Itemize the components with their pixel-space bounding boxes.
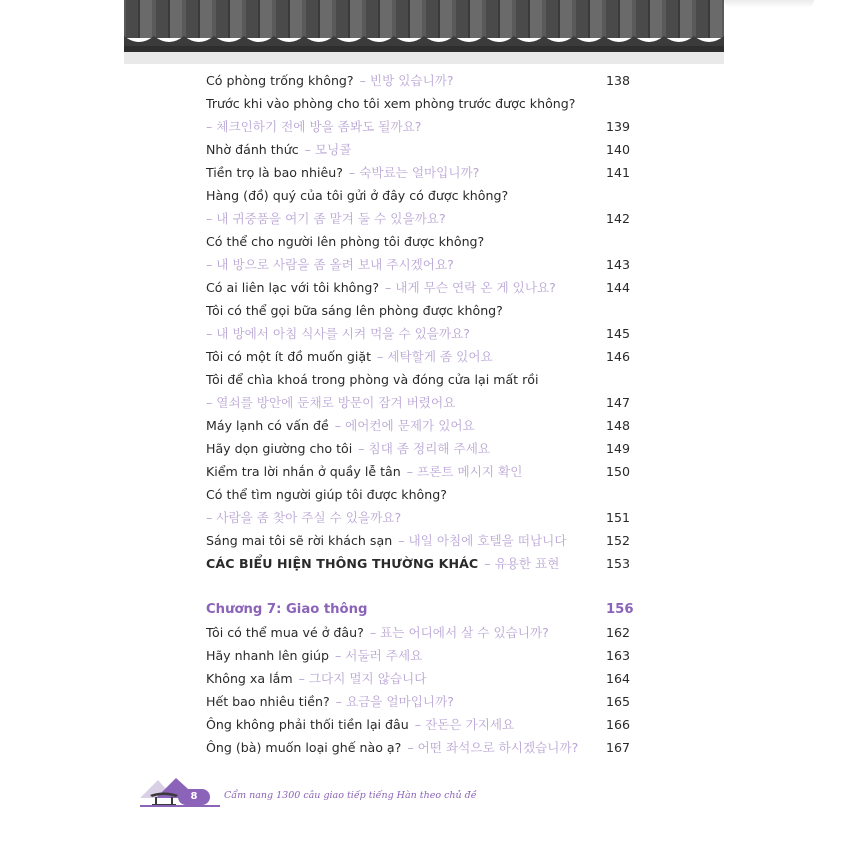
entry-vietnamese: Tôi để chìa khoá trong phòng và đóng cửa lại mất rồi — [206, 372, 539, 387]
entry-vietnamese: Có phòng trống không? — [206, 73, 354, 88]
heading-vietnamese: CÁC BIỂU HIỆN THÔNG THƯỜNG KHÁC — [206, 556, 479, 571]
entry-vietnamese: Không xa lắm — [206, 671, 293, 686]
entry-vietnamese: Hàng (đồ) quý của tôi gửi ở đây có được không? — [206, 188, 509, 203]
entry-vietnamese: Ông không phải thối tiền lại đâu — [206, 717, 409, 732]
entry-vietnamese: Nhờ đánh thức — [206, 142, 299, 157]
toc-entry: Kiểm tra lời nhắn ở quầy lễ tân – 프론트 메시지 확인 150 — [206, 460, 630, 483]
entry-korean: 프론트 메시지 확인 — [417, 464, 523, 479]
toc-entry: – 내 방으로 사람을 좀 올려 보내 주시겠어요? 143 — [206, 253, 630, 276]
entry-page-number: 165 — [606, 694, 631, 709]
entry-page-number: 164 — [606, 671, 631, 686]
toc-entry — [206, 299, 630, 322]
toc-entry: Hãy nhanh lên giúp – 서둘러 주세요 163 — [206, 644, 630, 667]
entry-vietnamese: Tôi có thể mua vé ở đâu? — [206, 625, 364, 640]
entry-korean: 체크인하기 전에 방을 좀봐도 될까요? — [216, 119, 422, 134]
entry-page-number: 162 — [606, 625, 631, 640]
toc-entry: Không xa lắm – 그다지 멀지 않습니다 164 — [206, 667, 630, 690]
entry-vietnamese: Hãy nhanh lên giúp — [206, 648, 329, 663]
entry-vietnamese: Tôi có thể gọi bữa sáng lên phòng được không? — [206, 303, 503, 318]
entry-page-number: 147 — [606, 395, 631, 410]
entry-page-number: 138 — [606, 73, 631, 88]
entry-page-number: 140 — [606, 142, 631, 157]
toc-entry: Tôi có một ít đồ muốn giặt – 세탁할게 좀 있어요 146 — [206, 345, 630, 368]
entry-vietnamese: Tiền trọ là bao nhiêu? — [206, 165, 343, 180]
entry-page-number: 144 — [606, 280, 631, 295]
chapter-title: Chương 7: Giao thông — [206, 602, 368, 617]
heading-korean: 유용한 표현 — [494, 556, 560, 571]
chapter-page-number: 156 — [606, 602, 634, 617]
entry-page-number: 151 — [606, 510, 631, 525]
toc-entry — [206, 368, 630, 391]
toc-entry — [206, 483, 630, 506]
toc-entry: – 열쇠를 방안에 둔채로 방문이 잠겨 버렸어요 147 — [206, 391, 630, 414]
entry-korean: 요금을 얼마입니까? — [345, 694, 454, 709]
entry-vietnamese: Hết bao nhiêu tiền? — [206, 694, 330, 709]
toc-entry: Có ai liên lạc với tôi không? – 내게 무슨 연락 온 게 있나요? 144 — [206, 276, 630, 299]
entry-korean: 그다지 멀지 않습니다 — [308, 671, 427, 686]
toc-entry: Ông (bà) muốn loại ghế nào ạ? – 어떤 좌석으로 하시겠습니까? 167 — [206, 736, 630, 759]
entry-vietnamese: Máy lạnh có vấn đề — [206, 418, 329, 433]
toc-entry: Tiền trọ là bao nhiêu? – 숙박료는 얼마입니까? 141 — [206, 161, 630, 184]
entry-korean: 열쇠를 방안에 둔채로 방문이 잠겨 버렸어요 — [216, 395, 456, 410]
entry-vietnamese: Ông (bà) muốn loại ghế nào ạ? — [206, 740, 402, 755]
entry-korean: 에어컨에 문제가 있어요 — [345, 418, 475, 433]
roof-tiles-header — [124, 0, 724, 64]
toc-entry: Tôi có thể mua vé ở đâu? – 표는 어디에서 살 수 있습니까? 162 — [206, 621, 630, 644]
entry-korean: 표는 어디에서 살 수 있습니까? — [380, 625, 549, 640]
entry-korean: 숙박료는 얼마입니까? — [359, 165, 480, 180]
entry-korean: 서둘러 주세요 — [345, 648, 423, 663]
entry-page-number: 141 — [606, 165, 631, 180]
toc-entry: Ông không phải thối tiền lại đâu – 잔돈은 가지세요 166 — [206, 713, 630, 736]
entry-page-number: 152 — [606, 533, 631, 548]
toc-entry — [206, 184, 630, 207]
toc-entry: – 사람을 좀 찾아 주실 수 있을까요? 151 — [206, 506, 630, 529]
page-number-badge: 8 — [178, 789, 210, 805]
toc-entry: Sáng mai tôi sẽ rời khách sạn – 내일 아침에 호텔을 떠납니다 152 — [206, 529, 630, 552]
toc-section-heading: CÁC BIỂU HIỆN THÔNG THƯỜNG KHÁC – 유용한 표현 153 — [206, 552, 630, 575]
chapter-heading — [206, 598, 634, 621]
toc-entry: Có phòng trống không? – 빈방 있습니까? 138 — [206, 69, 630, 92]
toc-entry: Hết bao nhiêu tiền? – 요금을 얼마입니까? 165 — [206, 690, 630, 713]
entry-korean: 모닝콜 — [314, 142, 352, 157]
entry-vietnamese: Tôi có một ít đồ muốn giặt — [206, 349, 372, 364]
toc-entry — [206, 230, 630, 253]
toc-entry: Hãy dọn giường cho tôi – 침대 좀 정리해 주세요 149 — [206, 437, 630, 460]
entry-page-number: 146 — [606, 349, 631, 364]
entry-vietnamese: Trước khi vào phòng cho tôi xem phòng trước được không? — [206, 96, 576, 111]
entry-korean: 잔돈은 가지세요 — [425, 717, 515, 732]
entry-vietnamese: Có ai liên lạc với tôi không? — [206, 280, 380, 295]
entry-page-number: 163 — [606, 648, 631, 663]
entry-korean: 세탁할게 좀 있어요 — [387, 349, 493, 364]
entry-page-number: 145 — [606, 326, 631, 341]
entry-page-number: 150 — [606, 464, 631, 479]
page-shadow — [724, 0, 814, 8]
entry-page-number: 149 — [606, 441, 631, 456]
entry-vietnamese: Có thể cho người lên phòng tôi được không? — [206, 234, 485, 249]
toc-entry: Nhờ đánh thức – 모닝콜 140 — [206, 138, 630, 161]
toc-entry: – 내 귀중품을 여기 좀 맡겨 둘 수 있을까요? 142 — [206, 207, 630, 230]
entry-korean: 어떤 좌석으로 하시겠습니까? — [417, 740, 579, 755]
entry-korean: 사람을 좀 찾아 주실 수 있을까요? — [216, 510, 402, 525]
heading-page-number: 153 — [606, 556, 631, 571]
entry-vietnamese: Sáng mai tôi sẽ rời khách sạn — [206, 533, 393, 548]
entry-korean: 내 방에서 아침 식사를 시켜 먹을 수 있을까요? — [216, 326, 470, 341]
entry-korean: 침대 좀 정리해 주세요 — [368, 441, 491, 456]
korean-roof-tiles-icon — [124, 0, 724, 64]
spacer — [206, 575, 630, 598]
entry-vietnamese: Kiểm tra lời nhắn ở quầy lễ tân — [206, 464, 401, 479]
entry-vietnamese: Có thể tìm người giúp tôi được không? — [206, 487, 447, 502]
entry-korean: 내 방으로 사람을 좀 올려 보내 주시겠어요? — [216, 257, 454, 272]
entry-page-number: 143 — [606, 257, 631, 272]
book-title: Cẩm nang 1300 câu giao tiếp tiếng Hàn theo chủ đề — [224, 790, 477, 801]
entry-korean: 내 귀중품을 여기 좀 맡겨 둘 수 있을까요? — [216, 211, 446, 226]
entry-vietnamese: Hãy dọn giường cho tôi — [206, 441, 353, 456]
toc-entry: Máy lạnh có vấn đề – 에어컨에 문제가 있어요 148 — [206, 414, 630, 437]
toc-entry: – 체크인하기 전에 방을 좀봐도 될까요? 139 — [206, 115, 630, 138]
entry-korean: 빈방 있습니까? — [369, 73, 454, 88]
entry-korean: 내일 아침에 호텔을 떠납니다 — [408, 533, 567, 548]
entry-page-number: 142 — [606, 211, 631, 226]
entry-page-number: 167 — [606, 740, 631, 755]
toc-entry: – 내 방에서 아침 식사를 시켜 먹을 수 있을까요? 145 — [206, 322, 630, 345]
entry-page-number: 148 — [606, 418, 631, 433]
toc-entry — [206, 92, 630, 115]
table-of-contents — [206, 69, 634, 759]
entry-korean: 내게 무슨 연락 온 게 있나요? — [395, 280, 556, 295]
entry-page-number: 139 — [606, 119, 631, 134]
entry-page-number: 166 — [606, 717, 631, 732]
